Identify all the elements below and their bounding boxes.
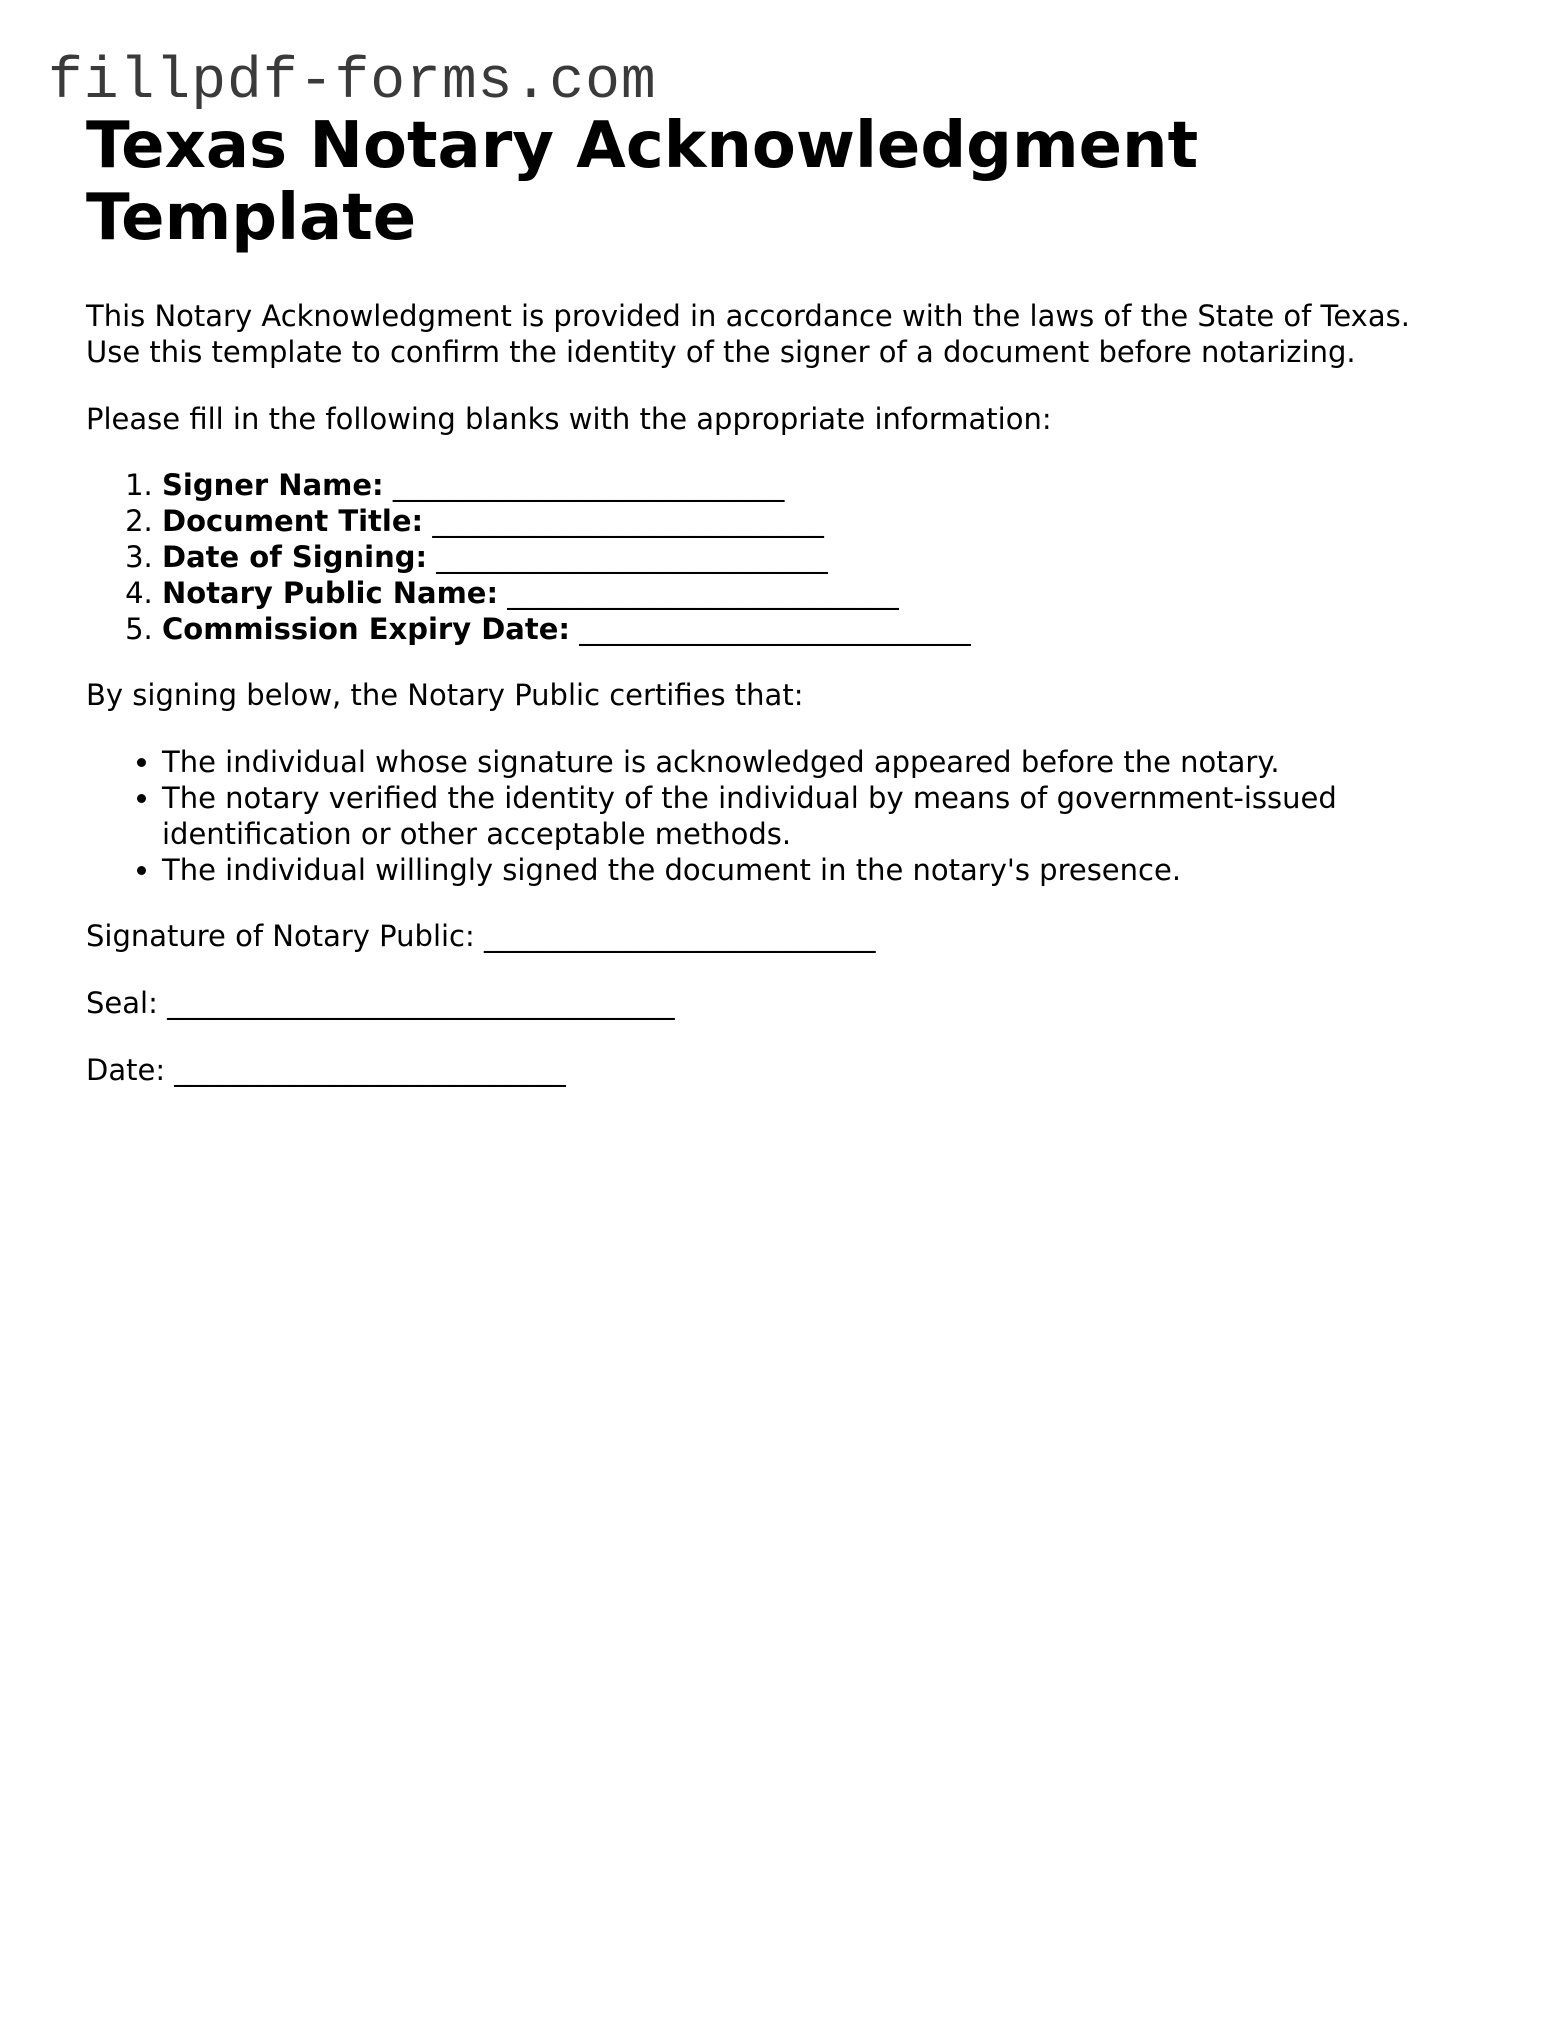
- field-date-of-signing: [162, 539, 1426, 575]
- field-blank[interactable]: ___________________________: [432, 504, 824, 538]
- fill-prompt: Please fill in the following blanks with the appropriate information:: [86, 402, 1052, 436]
- certifications-list: [86, 744, 1426, 888]
- field-document-title: [162, 503, 1426, 539]
- field-label: Document Title:: [162, 504, 424, 538]
- field-blank[interactable]: ___________________________: [392, 468, 785, 502]
- fields-list: [86, 467, 1426, 647]
- field-blank[interactable]: ___________________________: [507, 576, 899, 610]
- certification-item: • The notary verified the identity of the individual by means of government-issued identification or other acceptable methods.: [162, 780, 1426, 852]
- field-blank[interactable]: ___________________________: [579, 612, 971, 646]
- field-commission-expiry-date: [162, 611, 1426, 647]
- date-line[interactable]: Date: ___________________________: [86, 1053, 566, 1087]
- document-body: [86, 110, 1426, 1088]
- field-label: Date of Signing:: [162, 540, 428, 574]
- certification-item: • The individual whose signature is acknowledged appeared before the notary.: [162, 744, 1426, 780]
- certifies-intro: By signing below, the Notary Public certifies that:: [86, 678, 804, 712]
- field-blank[interactable]: ___________________________: [436, 540, 828, 574]
- field-notary-public-name: [162, 575, 1426, 611]
- signature-line[interactable]: Signature of Notary Public: ___________________________: [86, 919, 876, 953]
- watermark: fillpdf-forms.com: [48, 50, 657, 115]
- field-label: Signer Name:: [162, 468, 384, 502]
- field-signer-name: [162, 467, 1426, 503]
- page-title: Texas Notary Acknowledgment Template: [86, 109, 1199, 255]
- field-label: Notary Public Name:: [162, 576, 499, 610]
- field-label: Commission Expiry Date:: [162, 612, 570, 646]
- intro-paragraph: This Notary Acknowledgment is provided in accordance with the laws of the State of Texas. Use this template to confirm the identity of the signer of a document before notarizing.: [86, 299, 1410, 369]
- seal-line[interactable]: Seal: ___________________________________: [86, 986, 675, 1020]
- certification-item: • The individual willingly signed the document in the notary's presence.: [162, 852, 1426, 888]
